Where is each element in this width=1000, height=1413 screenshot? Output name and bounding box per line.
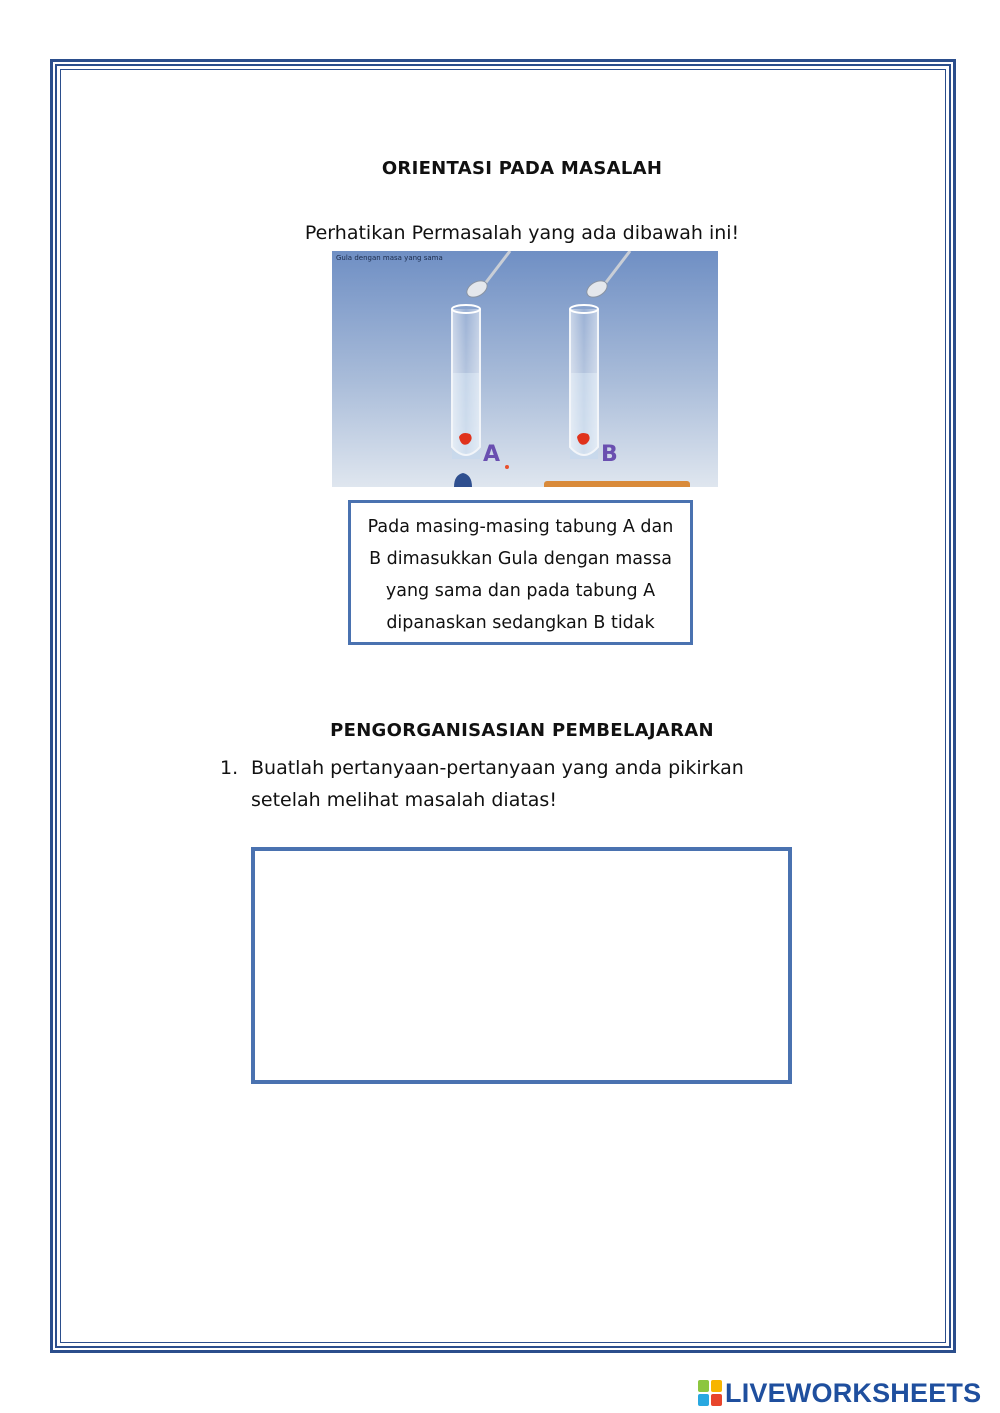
experiment-illustration [332,251,718,487]
illustration-background [332,251,718,487]
intro-text: Perhatikan Permasalah yang ada dibawah ini! [304,222,740,244]
illustration-caption: Gula dengan masa yang sama [336,254,443,262]
tube-b-label: B [601,442,618,467]
liveworksheets-brand [698,1377,981,1409]
test-tube-a [452,305,480,459]
brand-text: LIVEWORKSHEETS [725,1377,982,1408]
answer-input-box[interactable] [251,847,792,1084]
problem-description-text: Pada masing-masing tabung A dan B dimasukkan Gula dengan massa yang sama dan pada tabung A dipanaskan sedangkan B tidak [367,517,674,633]
problem-description-box [348,500,693,645]
section-title-orientasi: ORIENTASI PADA MASALAH [381,158,663,179]
test-tube-b [570,305,598,459]
question-text: Buatlah pertanyaan-pertanyaan yang anda pikirkan setelah melihat masalah diatas! [251,757,744,811]
spark-dot [505,465,509,469]
section-title-pengorganisasian: PENGORGANISASIAN PEMBELAJARAN [330,720,714,741]
question-number: 1. [220,757,239,779]
tube-a-label: A [483,442,501,467]
liveworksheets-logo-icon [698,1380,722,1406]
rack-edge [544,481,690,487]
